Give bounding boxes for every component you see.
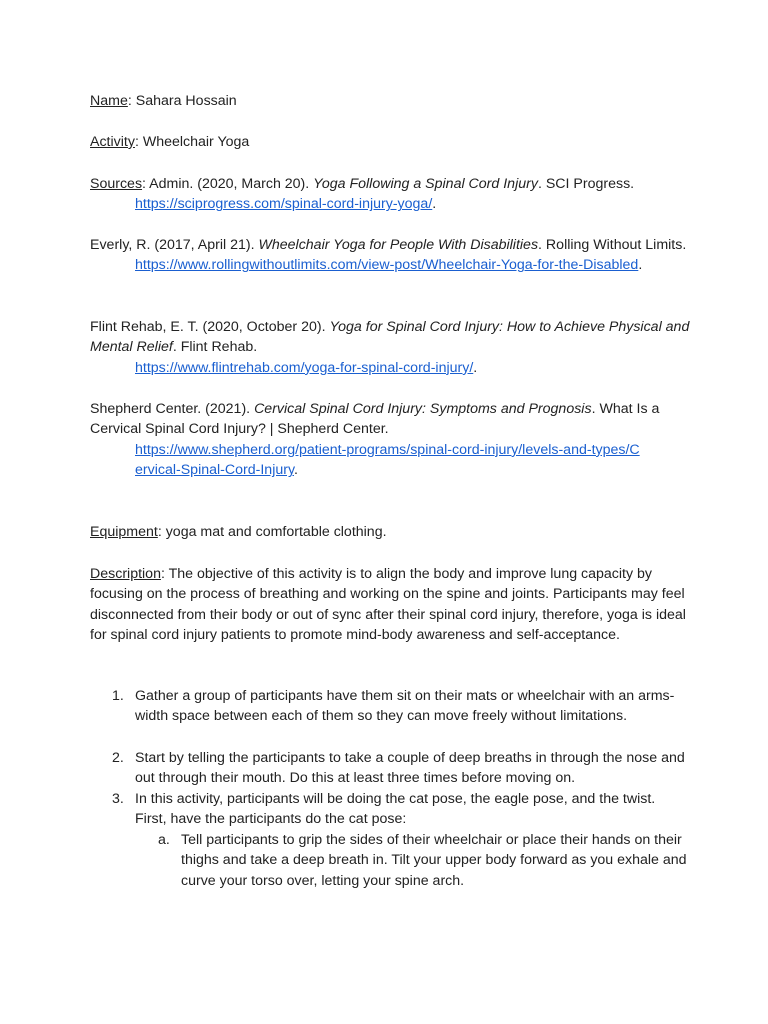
- list-item-text: Start by telling the participants to take a couple of deep breaths in through the nose and out through their mouth. Do this at least three times before moving on.: [135, 750, 685, 787]
- source-4: Shepherd Center. (2021). Cervical Spinal Cord Injury: Symptoms and Prognosis. What Is a Cervical Spinal Cord Injury? | Shepherd Center. https://www.shepherd.org/patient-programs/spinal-cord-injury/levels-and-types/C ervical-Spinal-Cord-Injury.: [90, 401, 660, 479]
- source-3-title: Yoga for Spinal Cord Injury: How to Achieve Physical and Mental Relief: [90, 319, 690, 356]
- activity-line: [90, 132, 690, 152]
- source-1-lead: : Admin. (2020, March 20).: [142, 176, 314, 192]
- description-paragraph: [90, 564, 690, 646]
- sub-list-item: [90, 830, 690, 891]
- source-4-publisher: . What Is a Cervical Spinal Cord Injury? | Shepherd Center.: [90, 401, 660, 438]
- source-3-publisher: . Flint Rehab.: [172, 339, 258, 356]
- description-text: : The objective of this activity is to align the body and improve lung capacity by focusing on the process of breathing and working on the spine and joints. Participants may feel disconnected from their body or out of sync after their spinal cord injury, therefore, yoga is ideal for spinal cord injury patients to promote mind-body awareness and self-acceptance.: [90, 566, 686, 644]
- sources-label: Sources: [90, 176, 143, 192]
- source-3-link[interactable]: https://www.flintrehab.com/yoga-for-spinal-cord-injury/: [135, 359, 474, 376]
- name-line: [90, 91, 690, 111]
- source-4-link-part-1[interactable]: https://www.shepherd.org/patient-programs/spinal-cord-injury/levels-and-types/C: [135, 441, 640, 458]
- description-label: Description: [90, 566, 161, 582]
- activity-label: Activity: [90, 134, 135, 150]
- source-4-lead: Shepherd Center. (2021).: [90, 401, 255, 417]
- sub-list-item-letter: a.: [158, 832, 170, 848]
- source-4-link-part-2[interactable]: ervical-Spinal-Cord-Injury: [135, 462, 294, 479]
- sub-list-item-text: Tell participants to grip the sides of their wheelchair or place their hands on their thighs and take a deep breath in. Tilt your upper body forward as you exhale and curve your torso over, letting your spine arch.: [181, 832, 687, 889]
- equipment-line: [90, 522, 690, 542]
- list-item-text: Gather a group of participants have them sit on their mats or wheelchair with an arms-width space between each of them so they can move freely without limitations.: [135, 688, 675, 725]
- source-3: Flint Rehab, E. T. (2020, October 20). Yoga for Spinal Cord Injury: How to Achieve Physical and Mental Relief. Flint Rehab. https://www.flintrehab.com/yoga-for-spinal-cord-injury/.: [90, 319, 690, 376]
- source-1: Sources: Admin. (2020, March 20). Yoga Following a Spinal Cord Injury. SCI Progress. https://sciprogress.com/spinal-cord-injury-yoga/.: [90, 176, 635, 213]
- source-2-link[interactable]: https://www.rollingwithoutlimits.com/view-post/Wheelchair-Yoga-for-the-Disabled: [135, 257, 639, 274]
- list-item-number: 2.: [112, 750, 124, 766]
- source-2-title: Wheelchair Yoga for People With Disabilities: [258, 237, 539, 253]
- source-4-title: Cervical Spinal Cord Injury: Symptoms and Prognosis: [254, 401, 592, 417]
- source-3-lead: Flint Rehab, E. T. (2020, October 20).: [90, 319, 330, 335]
- list-item-number: 1.: [112, 688, 124, 704]
- source-1-title: Yoga Following a Spinal Cord Injury: [313, 176, 538, 192]
- source-2: Everly, R. (2017, April 21). Wheelchair Yoga for People With Disabilities. Rolling Without Limits. https://www.rollingwithoutlimits.com/view-post/Wheelchair-Yoga-for-the-Disabled.: [90, 237, 687, 274]
- list-item-number: 3.: [112, 791, 124, 807]
- source-1-link[interactable]: https://sciprogress.com/spinal-cord-injury-yoga/: [135, 196, 433, 213]
- source-1-publisher: . SCI Progress.: [537, 176, 635, 192]
- name-label: Name: [90, 93, 128, 109]
- equipment-value: : yoga mat and comfortable clothing.: [157, 524, 387, 540]
- list-item: [90, 686, 690, 727]
- source-2-publisher: . Rolling Without Limits.: [538, 237, 687, 253]
- source-2-lead: Everly, R. (2017, April 21).: [90, 237, 259, 253]
- activity-value: : Wheelchair Yoga: [134, 134, 250, 150]
- list-item-text: In this activity, participants will be doing the cat pose, the eagle pose, and the twist. First, have the participants do the cat pose:: [135, 791, 656, 828]
- list-item: [90, 748, 690, 789]
- list-item: [90, 789, 690, 830]
- name-value: : Sahara Hossain: [127, 93, 237, 109]
- equipment-label: Equipment: [90, 524, 158, 540]
